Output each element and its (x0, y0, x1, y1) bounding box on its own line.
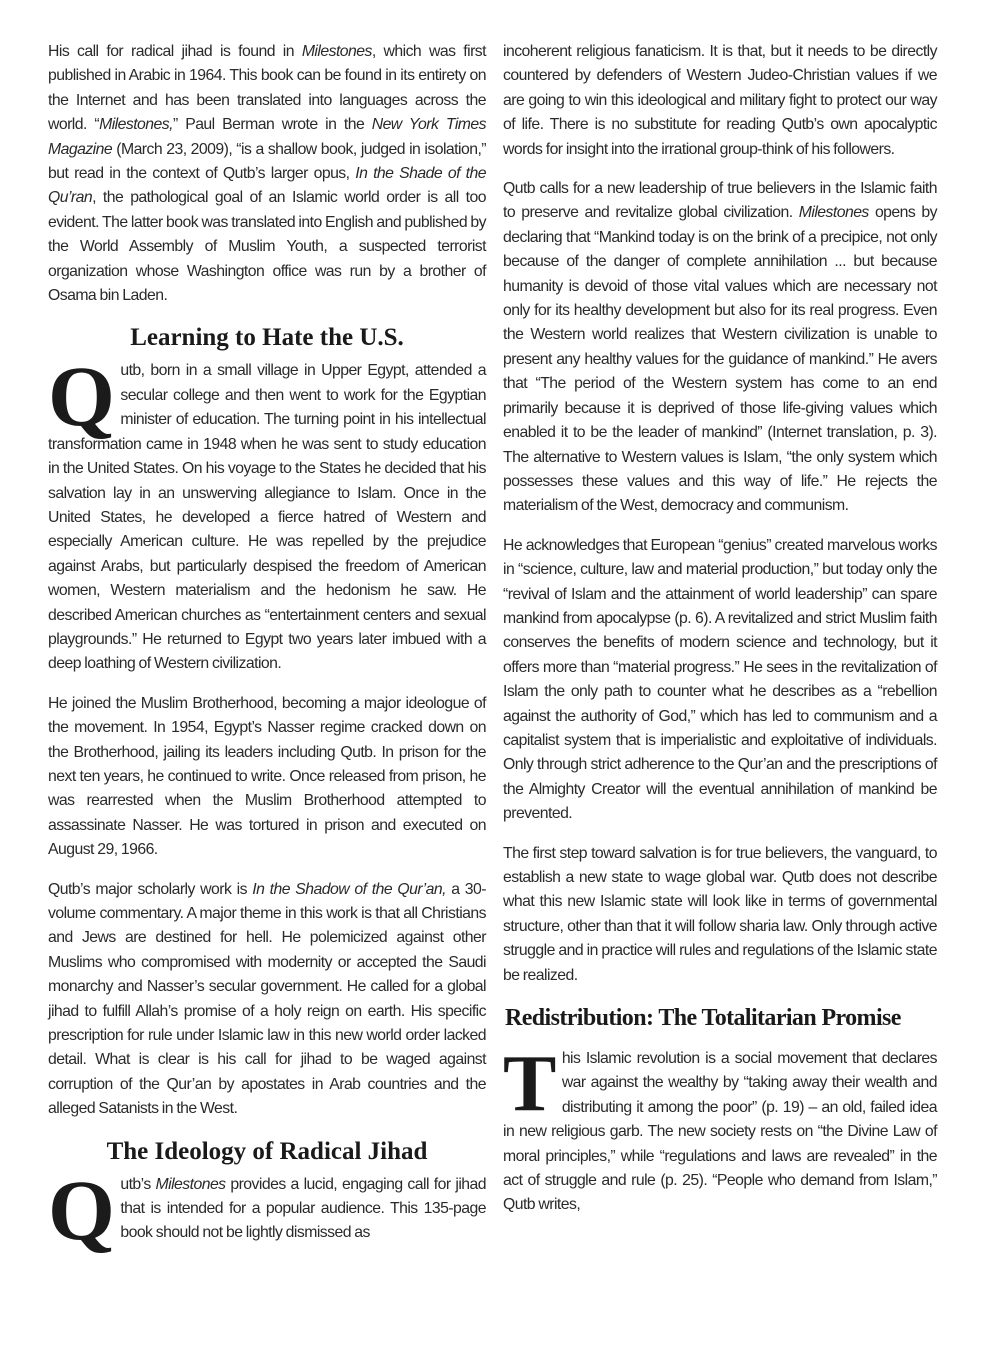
text-run: opens by declaring that “Mankind today is on the brink of a precipice, not only because of the danger of complete annihilation ... but because humanity is devoid of those vital values which are necessary not only for its healthy development but also for its real progress. Even the Western world realizes that Western civilization is unable to present any healthy values for the guidance of mankind.” He avers that “The period of the Western system has come to an end primarily because it is deprived of those life-giving values which enabled it to be the leader of mankind” (Internet translation, p. 3). The alternative to Western values is Islam, “the only system which possesses these values and this way of life.” He rejects the materialism of the West, democracy and communism. (503, 204, 937, 515)
text-run: utb’s (120, 1175, 156, 1193)
italic-title: Milestones, (99, 116, 173, 134)
drop-cap: Q (48, 1161, 115, 1258)
paragraph-text (503, 1040, 937, 1214)
italic-title: In the Shade of the Qu’ran (48, 165, 486, 207)
section-heading-ideology-of-radical-jihad: The Ideology of Radical Jihad (106, 1137, 428, 1165)
text-run: incoherent religious fanaticism. It is that, but it needs to be directly countered by defenders of Western Judeo-Christian values if we are going to win this ideological and military fight to protect our way of life. There is no substitute for reading Qutb’s own apocalyptic words for insight into the irrational group-think of his followers. (503, 43, 937, 158)
text-run: utb, born in a small village in Upper Egypt, attended a secular college and then went to work for the Egyptian minister of education. The turning point in his intellectual transformation came in 1948 when he was sent to study education in the United States. On his voyage to the States he decided that his salvation lay in an unswerving allegiance to Islam. Once in the United States, he developed a fierce hatred of Western and especially American culture. He was repelled by the prejudice against Arabs, but particularly despised the freedom of American women, Western materialism and the hedonism he saw. He described American churches as “entertainment centers and sexual playgrounds.” He returned to Egypt two years later imbued with a deep loathing of Western civilization. (48, 362, 486, 673)
text-run: The first step toward salvation is for true believers, the vanguard, to establish a new state to wage global war. Qutb does not describe what this new Islamic state will look like in terms of governmental structure, other than that it will follow sharia law. Only through active struggle and in practice will rules and regulations of the Islamic state be realized. (503, 844, 937, 984)
paragraph (503, 40, 937, 162)
italic-title: In the Shadow of the Qur’an, (252, 880, 446, 898)
text-run: , which was first published in Arabic in 1964. This book can be found in its entirety on the Internet and has been translated into languages across the world. “ (48, 43, 486, 134)
text-run: ” Paul Berman wrote in the (172, 116, 372, 134)
paragraph (48, 878, 486, 1122)
paragraph (48, 1161, 486, 1258)
paragraph (48, 692, 486, 863)
paragraph (503, 177, 937, 519)
paragraph (48, 40, 486, 308)
text-run: (March 23, 2009), “is a shallow book, judged in isolation,” but read in the context of Qutb’s larger opus, (48, 140, 486, 183)
text-run: a 30-volume commentary. A major theme in this work is that all Christians and Jews are destined for hell. He polemicized against other Muslims who compromised with modernity or accepted the Saudi monarchy and Nasser’s secular government. He called for a global jihad to fulfill Allah’s promise of a holy reign on earth. His specific prescription for rule under Islamic law in this new world order lacked detail. What is clear is his call for jihad to be waged against corruption of the Qur’an by apostates in Arab countries and the alleged Satanists in the West. (48, 880, 486, 1118)
text-run: His call for radical jihad is found in (48, 43, 302, 60)
text-run: provides a lucid, engaging call for jihad that is intended for a popular audience. This 135-page book should not be lightly dismissed as (120, 1175, 486, 1242)
left-column (48, 40, 486, 1261)
drop-cap: Q (48, 348, 115, 445)
paragraph (503, 534, 937, 827)
italic-title: New York Times Magazine (48, 116, 486, 158)
text-run: He acknowledges that European “genius” created marvelous works in “science, culture, law and material production,” but today only the “revival of Islam and the attainment of world leadership” can spare mankind from apocalypse (p. 6). A revitalized and strict Muslim faith conserves the benefits of modern science and technology, but it offers more than “material progress.” He sees in the revitalization of Islam the only path to counter what he describes as a “rebellion against the authority of God,” which has led to communism and a capitalist system that is imperialistic and exploitative of individuals. Only through strict adherence to the Qur’an and the prescriptions of the Almighty Creator will the eventual annihilation of mankind be prevented. (503, 536, 937, 823)
paragraph (503, 842, 937, 988)
text-run: , the pathological goal of an Islamic world order is all too evident. The latter book was translated into English and published by the World Assembly of Muslim Youth, a suspected terrorist organization whose Washington office was run by a brother of Osama bin Laden. (48, 189, 486, 305)
drop-cap: T (503, 1040, 556, 1129)
paragraph (503, 1040, 937, 1218)
italic-title: Milestones (798, 204, 869, 222)
italic-title: Milestones (155, 1175, 226, 1193)
paragraph (48, 348, 486, 676)
text-run: his Islamic revolution is a social movement that declares war against the wealthy by “taking away their wealth and distributing it among the poor” (p. 19) – an old, failed idea in new religious garb. The new society rests on “the Divine Law of moral principles,” while “regulations and laws are revealed” in the act of struggle and rule (p. 25). “People who demand from Islam,” Qutb writes, (503, 1050, 937, 1214)
italic-title: Milestones (301, 43, 372, 60)
section-heading-learning-to-hate: Learning to Hate the U.S. (130, 324, 404, 352)
text-run: Qutb’s major scholarly work is (48, 880, 253, 898)
text-run: Qutb calls for a new leadership of true believers in the Islamic faith to preserve and revitalize global civilization. (503, 180, 937, 222)
paragraph-text (120, 1176, 486, 1242)
right-column (503, 40, 937, 1233)
section-heading-redistribution: Redistribution: The Totalitarian Promise (505, 1005, 901, 1032)
text-run: He joined the Muslim Brotherhood, becoming a major ideologue of the movement. In 1954, Egypt’s Nasser regime cracked down on the Brotherhood, jailing its leaders including Qutb. In prison for the next ten years, he continued to write. Once released from prison, he was rearrested when the Muslim Brotherhood attempted to assassinate Nasser. He was tortured in prison and executed on August 29, 1966. (48, 694, 486, 859)
